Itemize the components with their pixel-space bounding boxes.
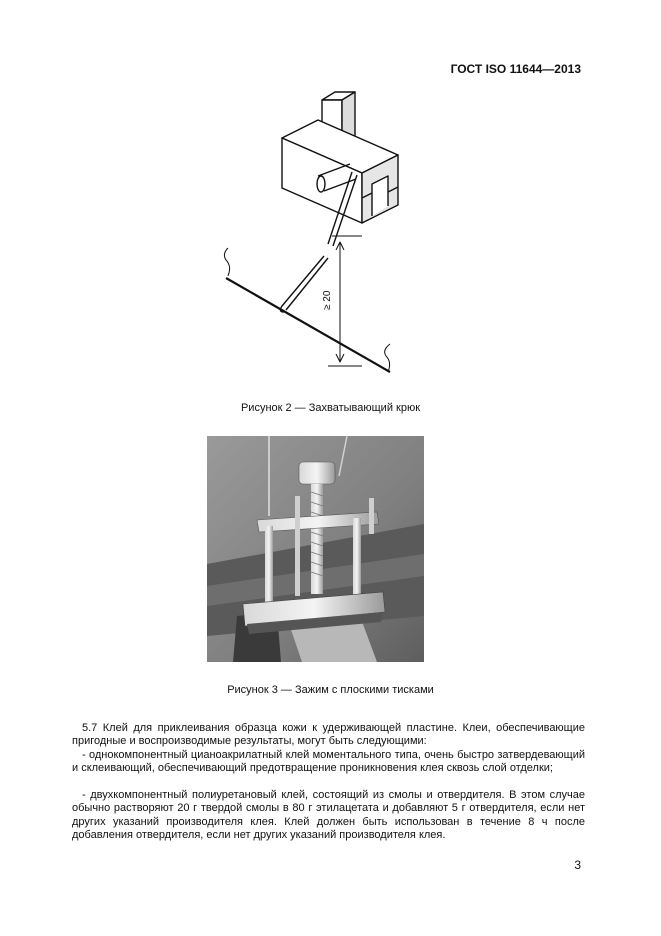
page-number: 3 [574,858,581,872]
dimension-label: ≥ 20 [322,290,333,310]
paragraph-5-7: 5.7 Клей для приклеивания образца кожи к удерживающей пластине. Клеи, обеспечивающие пригодные и воспроизводимые результаты, могут быть следующими: [72,722,585,748]
document-standard-header: ГОСТ ISO 11644—2013 [450,62,581,76]
figure-3-caption: Рисунок 3 — Зажим с плоскими тисками [227,684,434,696]
list-item-polyurethane: - двухкомпонентный полиуретановый клей, состоящий из смолы и отвердителя. В этом случае обычно растворяют 20 г твердой смолы в 80 г этилацетата и добавляют 5 г отвердителя, если нет других указаний производителя клея. Клей должен быть использован в течение 8 ч после добавления отвердителя, если нет других указаний производителя клея. [72,789,585,842]
specimen-surface [224,248,390,372]
list-item-cyanoacrylate: - однокомпонентный цианоакрилатный клей моментального типа, очень быстро затвердевающий и склеивающий, обеспечивающий предотвращение проникновения клея сквозь слой отделки; [72,749,585,775]
figure-3-photo [207,436,424,662]
figure-2-hook-drawing [200,80,430,380]
flat-vise-clamp-picture [207,436,424,662]
figure-2-caption: Рисунок 2 — Захватывающий крюк [240,402,421,414]
